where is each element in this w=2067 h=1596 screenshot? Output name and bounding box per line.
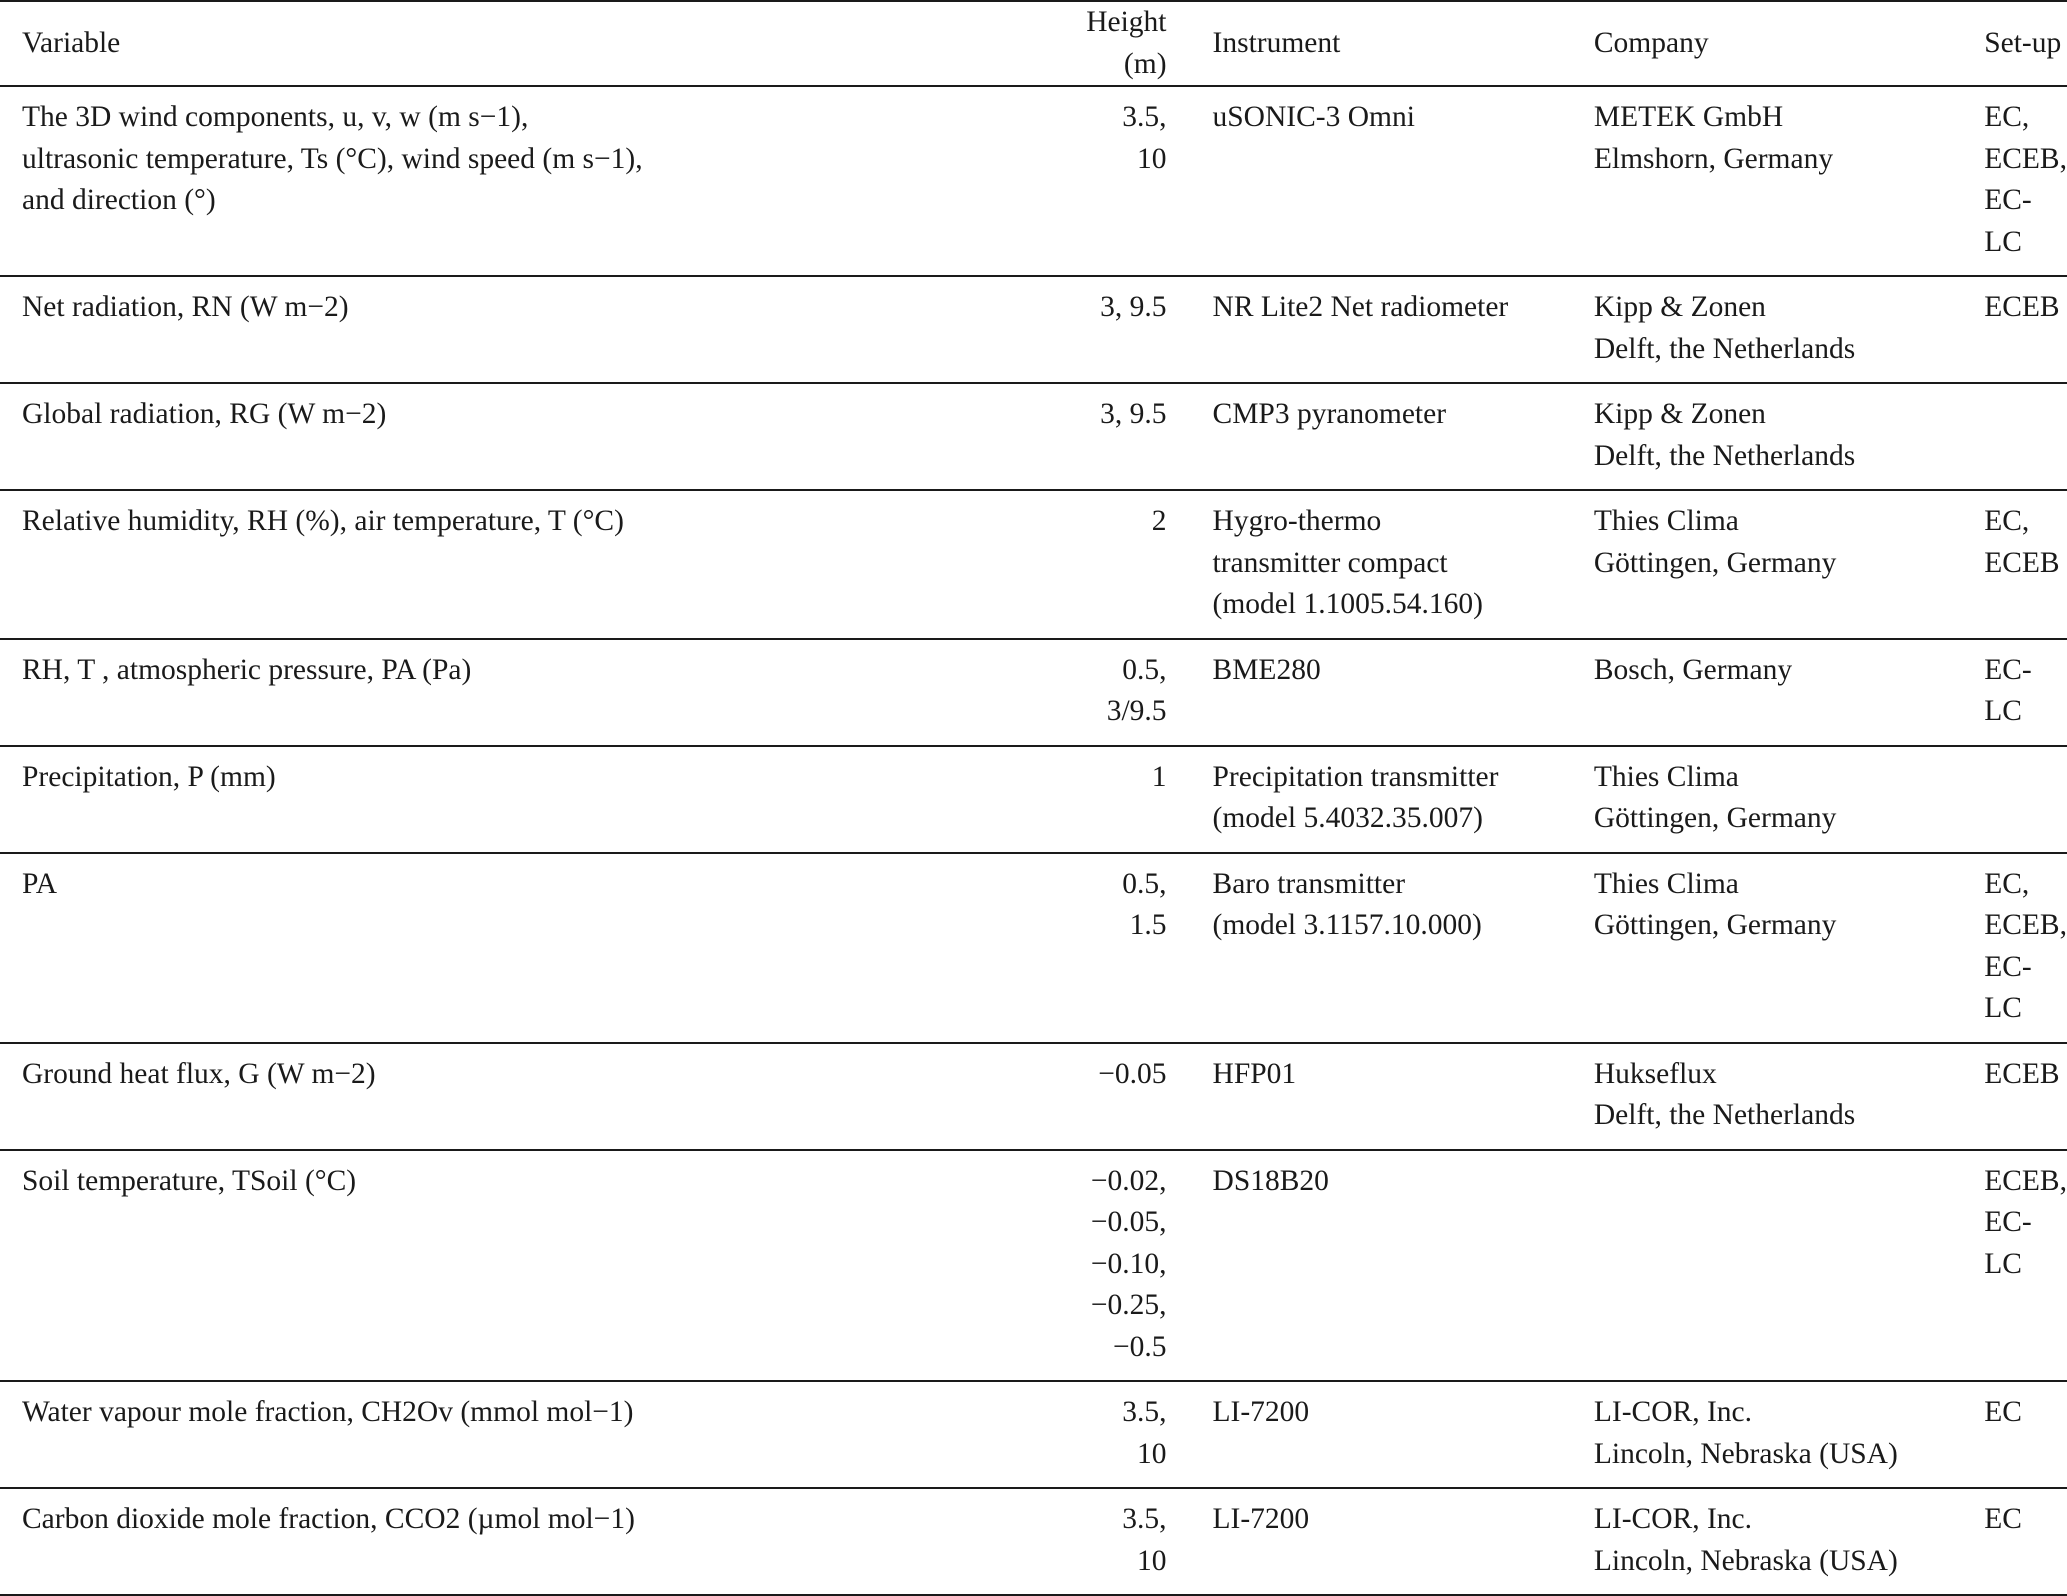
cell-height-text: 3.5, 10 [1122, 1396, 1167, 1470]
cell-height [1086, 383, 1166, 490]
table-row [0, 1488, 2067, 1595]
cell-variable-text: Global radiation, RG (W m−2) [22, 398, 387, 430]
table-row [0, 853, 2067, 1043]
cell-setup [1984, 1150, 2067, 1382]
cell-variable [0, 853, 1086, 1043]
cell-variable-text: Ground heat flux, G (W m−2) [22, 1057, 376, 1090]
cell-height-text: 3, 9.5 [1100, 398, 1167, 430]
cell-variable [0, 1150, 1086, 1382]
cell-height [1086, 276, 1166, 383]
cell-variable-text: Relative humidity, RH (%), air temperature, T (°C) [22, 505, 624, 537]
cell-company [1594, 639, 1984, 746]
cell-height-text: 2 [1151, 505, 1167, 537]
cell-variable-text: PA [22, 867, 58, 900]
cell-company-text: LI-COR, Inc. Lincoln, Nebraska (USA) [1593, 1396, 1898, 1470]
cell-company [1594, 276, 1984, 383]
cell-company [1594, 383, 1984, 490]
cell-variable-text: The 3D wind components, u, v, w (m s−1), ultrasonic temperature, Ts (°C), wind speed (m s−1), and direction (°) [22, 101, 643, 216]
cell-setup [1984, 86, 2067, 276]
cell-company-text: LI-COR, Inc. Lincoln, Nebraska (USA) [1593, 1503, 1898, 1577]
table-row [0, 1043, 2067, 1150]
table-row [0, 639, 2067, 746]
cell-height [1086, 746, 1166, 853]
cell-height-text: −0.02, −0.05, −0.10, −0.25, −0.5 [1090, 1164, 1167, 1363]
cell-instrument-text: Hygro-thermo transmitter compact (model 1.1005.54.160) [1212, 505, 1483, 620]
table-row [0, 276, 2067, 383]
cell-height [1086, 1488, 1166, 1595]
cell-company-text: Kipp & Zonen Delft, the Netherlands [1593, 291, 1856, 365]
cell-company [1594, 1150, 1984, 1382]
cell-height-text: 0.5, 3/9.5 [1106, 653, 1167, 727]
cell-company-text: Thies Clima Göttingen, Germany [1593, 505, 1837, 579]
cell-height [1086, 1043, 1166, 1150]
cell-height-text: 3.5, 10 [1122, 1503, 1167, 1577]
cell-company-text: METEK GmbH Elmshorn, Germany [1593, 101, 1834, 175]
cell-instrument [1167, 383, 1594, 490]
cell-instrument [1167, 1150, 1594, 1382]
cell-variable-text: Soil temperature, TSoil (°C) [22, 1164, 357, 1197]
cell-variable [0, 1381, 1086, 1488]
cell-variable [0, 1043, 1086, 1150]
cell-variable [0, 86, 1086, 276]
cell-setup-text: EC, ECEB, EC-LC [1984, 101, 2067, 258]
cell-instrument-text: Baro transmitter (model 3.1157.10.000) [1212, 867, 1482, 941]
cell-setup [1984, 746, 2067, 853]
cell-instrument-text: LI-7200 [1212, 1396, 1310, 1428]
cell-instrument [1167, 1381, 1594, 1488]
cell-variable-text: Carbon dioxide mole fraction, CCO2 (µmol mol−1) [22, 1503, 635, 1535]
cell-instrument-text: BME280 [1212, 653, 1321, 686]
cell-instrument-text: DS18B20 [1212, 1164, 1329, 1197]
cell-variable [0, 383, 1086, 490]
cell-height [1086, 86, 1166, 276]
cell-instrument [1167, 276, 1594, 383]
header-variable: Variable [0, 1, 1086, 86]
cell-setup-text: EC, ECEB, EC-LC [1984, 867, 2067, 1024]
table-row [0, 383, 2067, 490]
cell-variable [0, 1488, 1086, 1595]
table-header-row [0, 1, 2067, 86]
cell-company [1594, 1043, 1984, 1150]
cell-instrument-text: CMP3 pyranometer [1212, 398, 1447, 430]
cell-height-text: −0.05 [1098, 1057, 1167, 1090]
cell-company-text: Kipp & Zonen Delft, the Netherlands [1593, 398, 1856, 472]
cell-company [1594, 853, 1984, 1043]
cell-setup-text: EC [1984, 1396, 2022, 1428]
cell-instrument-text: HFP01 [1212, 1057, 1297, 1090]
cell-company-text: Thies Clima Göttingen, Germany [1593, 760, 1837, 834]
cell-setup-text: ECEB [1984, 291, 2060, 323]
table-row [0, 490, 2067, 639]
cell-company [1594, 1488, 1984, 1595]
cell-instrument-text: NR Lite2 Net radiometer [1212, 291, 1509, 323]
cell-instrument [1167, 86, 1594, 276]
cell-height [1086, 490, 1166, 639]
cell-height [1086, 1381, 1166, 1488]
cell-company [1594, 746, 1984, 853]
cell-variable-text: Water vapour mole fraction, CH2Ov (mmol mol−1) [22, 1396, 634, 1428]
cell-company [1594, 490, 1984, 639]
cell-company [1594, 86, 1984, 276]
table-row [0, 86, 2067, 276]
cell-variable [0, 746, 1086, 853]
cell-company-text: Thies Clima Göttingen, Germany [1593, 867, 1837, 941]
cell-variable-text: RH, T , atmospheric pressure, PA (Pa) [22, 653, 472, 686]
header-instrument: Instrument [1167, 1, 1594, 86]
cell-height [1086, 853, 1166, 1043]
cell-variable [0, 490, 1086, 639]
cell-setup-text: EC [1984, 1503, 2022, 1535]
table-row [0, 1150, 2067, 1382]
cell-variable-text: Precipitation, P (mm) [22, 760, 276, 793]
cell-instrument [1167, 490, 1594, 639]
cell-company-text: Bosch, Germany [1593, 653, 1793, 686]
header-height-label: Height (m) [1086, 6, 1167, 80]
cell-setup [1984, 276, 2067, 383]
cell-variable-text: Net radiation, RN (W m−2) [22, 291, 349, 323]
cell-setup [1984, 383, 2067, 490]
cell-setup [1984, 853, 2067, 1043]
header-company: Company [1594, 1, 1984, 86]
cell-setup-text: ECEB [1984, 1057, 2060, 1090]
cell-height-text: 3.5, 10 [1122, 101, 1167, 175]
cell-instrument-text: Precipitation transmitter (model 5.4032.35.007) [1212, 760, 1499, 834]
table-row [0, 1381, 2067, 1488]
cell-instrument [1167, 746, 1594, 853]
cell-height-text: 1 [1151, 760, 1167, 793]
cell-height [1086, 1150, 1166, 1382]
cell-instrument [1167, 1488, 1594, 1595]
cell-instrument-text: LI-7200 [1212, 1503, 1310, 1535]
cell-height [1086, 639, 1166, 746]
cell-setup-text: ECEB, EC-LC [1984, 1164, 2067, 1280]
cell-height-text: 3, 9.5 [1100, 291, 1167, 323]
cell-instrument [1167, 1043, 1594, 1150]
header-setup: Set-up [1984, 1, 2067, 86]
cell-setup-text: EC-LC [1984, 653, 2032, 727]
cell-company-text: Hukseflux Delft, the Netherlands [1593, 1057, 1856, 1131]
table-body [0, 86, 2067, 1595]
cell-instrument [1167, 853, 1594, 1043]
cell-setup [1984, 1043, 2067, 1150]
cell-setup [1984, 1488, 2067, 1595]
cell-setup [1984, 1381, 2067, 1488]
cell-setup [1984, 490, 2067, 639]
cell-setup [1984, 639, 2067, 746]
cell-instrument-text: uSONIC-3 Omni [1212, 101, 1415, 133]
cell-variable [0, 276, 1086, 383]
cell-setup-text: EC, ECEB [1984, 505, 2060, 579]
table-row [0, 746, 2067, 853]
cell-variable [0, 639, 1086, 746]
cell-company [1594, 1381, 1984, 1488]
cell-instrument [1167, 639, 1594, 746]
cell-height-text: 0.5, 1.5 [1122, 867, 1167, 941]
header-height [1086, 1, 1166, 86]
